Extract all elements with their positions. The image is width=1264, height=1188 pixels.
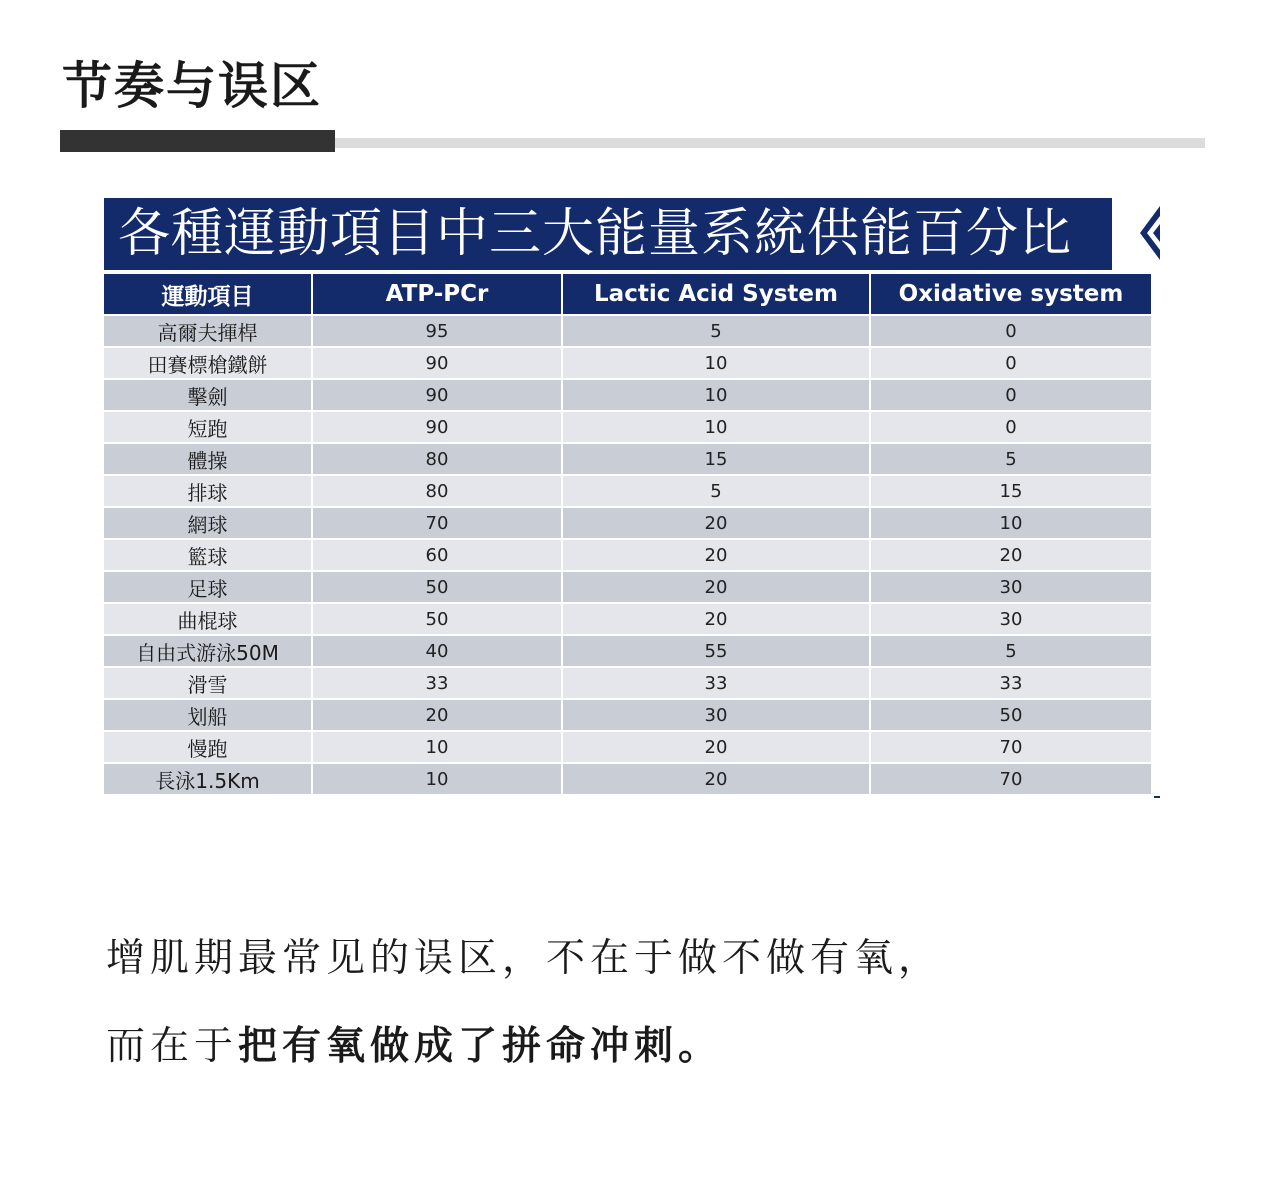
cell-lactic-acid: 20 bbox=[562, 539, 870, 571]
table-row bbox=[104, 571, 1152, 603]
cell-oxidative: 0 bbox=[870, 347, 1152, 379]
cell-sport: 足球 bbox=[104, 571, 312, 603]
cell-atp-pcr: 90 bbox=[312, 411, 562, 443]
cell-oxidative: 20 bbox=[870, 539, 1152, 571]
cell-atp-pcr: 60 bbox=[312, 539, 562, 571]
cell-sport: 排球 bbox=[104, 475, 312, 507]
cell-oxidative: 70 bbox=[870, 731, 1152, 763]
slide-edge-mark bbox=[1154, 796, 1160, 798]
emblem-icon bbox=[1132, 202, 1160, 264]
caption-line-2 bbox=[106, 1022, 722, 1072]
title-underline-accent bbox=[60, 130, 335, 152]
table-row bbox=[104, 411, 1152, 443]
cell-oxidative: 0 bbox=[870, 411, 1152, 443]
energy-system-slide bbox=[104, 198, 1160, 800]
cell-sport: 高爾夫揮桿 bbox=[104, 315, 312, 347]
cell-lactic-acid: 5 bbox=[562, 315, 870, 347]
table-row bbox=[104, 667, 1152, 699]
cell-oxidative: 50 bbox=[870, 699, 1152, 731]
table-row bbox=[104, 507, 1152, 539]
table-row bbox=[104, 603, 1152, 635]
cell-oxidative: 15 bbox=[870, 475, 1152, 507]
cell-sport: 滑雪 bbox=[104, 667, 312, 699]
cell-atp-pcr: 90 bbox=[312, 347, 562, 379]
cell-oxidative: 70 bbox=[870, 763, 1152, 794]
cell-atp-pcr: 80 bbox=[312, 475, 562, 507]
cell-sport: 划船 bbox=[104, 699, 312, 731]
cell-oxidative: 10 bbox=[870, 507, 1152, 539]
cell-atp-pcr: 20 bbox=[312, 699, 562, 731]
caption-line-1: 增肌期最常见的误区，不在于做不做有氧， bbox=[106, 936, 943, 981]
cell-oxidative: 0 bbox=[870, 379, 1152, 411]
cell-sport: 田賽標槍鐵餅 bbox=[104, 347, 312, 379]
cell-lactic-acid: 20 bbox=[562, 603, 870, 635]
caption-line-2-normal: 而在于 bbox=[106, 1024, 239, 1069]
cell-lactic-acid: 20 bbox=[562, 571, 870, 603]
slide-title: 各種運動項目中三大能量系統供能百分比 bbox=[104, 198, 1112, 270]
cell-sport: 網球 bbox=[104, 507, 312, 539]
cell-sport: 長泳1.5Km bbox=[104, 763, 312, 794]
cell-sport: 慢跑 bbox=[104, 731, 312, 763]
cell-lactic-acid: 15 bbox=[562, 443, 870, 475]
cell-oxidative: 0 bbox=[870, 315, 1152, 347]
cell-atp-pcr: 10 bbox=[312, 731, 562, 763]
cell-lactic-acid: 33 bbox=[562, 667, 870, 699]
table-row bbox=[104, 379, 1152, 411]
table-body bbox=[104, 315, 1152, 794]
cell-atp-pcr: 50 bbox=[312, 571, 562, 603]
cell-lactic-acid: 5 bbox=[562, 475, 870, 507]
table-row bbox=[104, 315, 1152, 347]
cell-atp-pcr: 80 bbox=[312, 443, 562, 475]
cell-sport: 短跑 bbox=[104, 411, 312, 443]
table-row bbox=[104, 731, 1152, 763]
cell-lactic-acid: 20 bbox=[562, 507, 870, 539]
cell-sport: 體操 bbox=[104, 443, 312, 475]
column-header-lactic-acid: Lactic Acid System bbox=[562, 274, 870, 315]
cell-lactic-acid: 55 bbox=[562, 635, 870, 667]
cell-atp-pcr: 40 bbox=[312, 635, 562, 667]
cell-atp-pcr: 10 bbox=[312, 763, 562, 794]
table-row bbox=[104, 443, 1152, 475]
cell-oxidative: 30 bbox=[870, 571, 1152, 603]
table-row bbox=[104, 475, 1152, 507]
cell-atp-pcr: 33 bbox=[312, 667, 562, 699]
table-header-row bbox=[104, 274, 1152, 315]
cell-oxidative: 30 bbox=[870, 603, 1152, 635]
cell-lactic-acid: 20 bbox=[562, 731, 870, 763]
cell-atp-pcr: 70 bbox=[312, 507, 562, 539]
cell-oxidative: 5 bbox=[870, 635, 1152, 667]
cell-lactic-acid: 30 bbox=[562, 699, 870, 731]
cell-sport: 擊劍 bbox=[104, 379, 312, 411]
cell-atp-pcr: 90 bbox=[312, 379, 562, 411]
table-row bbox=[104, 347, 1152, 379]
cell-sport: 曲棍球 bbox=[104, 603, 312, 635]
cell-sport: 自由式游泳50M bbox=[104, 635, 312, 667]
cell-atp-pcr: 95 bbox=[312, 315, 562, 347]
energy-table bbox=[104, 274, 1153, 794]
column-header-sport: 運動項目 bbox=[104, 274, 312, 315]
section-title: 节奏与误区 bbox=[62, 57, 322, 115]
title-underline-rule bbox=[335, 138, 1205, 148]
table-row bbox=[104, 539, 1152, 571]
cell-lactic-acid: 10 bbox=[562, 411, 870, 443]
cell-lactic-acid: 10 bbox=[562, 379, 870, 411]
cell-atp-pcr: 50 bbox=[312, 603, 562, 635]
table-row bbox=[104, 763, 1152, 794]
caption-line-2-bold: 把有氧做成了拼命冲刺。 bbox=[238, 1024, 723, 1069]
column-header-atp-pcr: ATP-PCr bbox=[312, 274, 562, 315]
table-row bbox=[104, 635, 1152, 667]
column-header-oxidative: Oxidative system bbox=[870, 274, 1152, 315]
table-row bbox=[104, 699, 1152, 731]
cell-sport: 籃球 bbox=[104, 539, 312, 571]
cell-lactic-acid: 20 bbox=[562, 763, 870, 794]
cell-oxidative: 33 bbox=[870, 667, 1152, 699]
cell-oxidative: 5 bbox=[870, 443, 1152, 475]
cell-lactic-acid: 10 bbox=[562, 347, 870, 379]
